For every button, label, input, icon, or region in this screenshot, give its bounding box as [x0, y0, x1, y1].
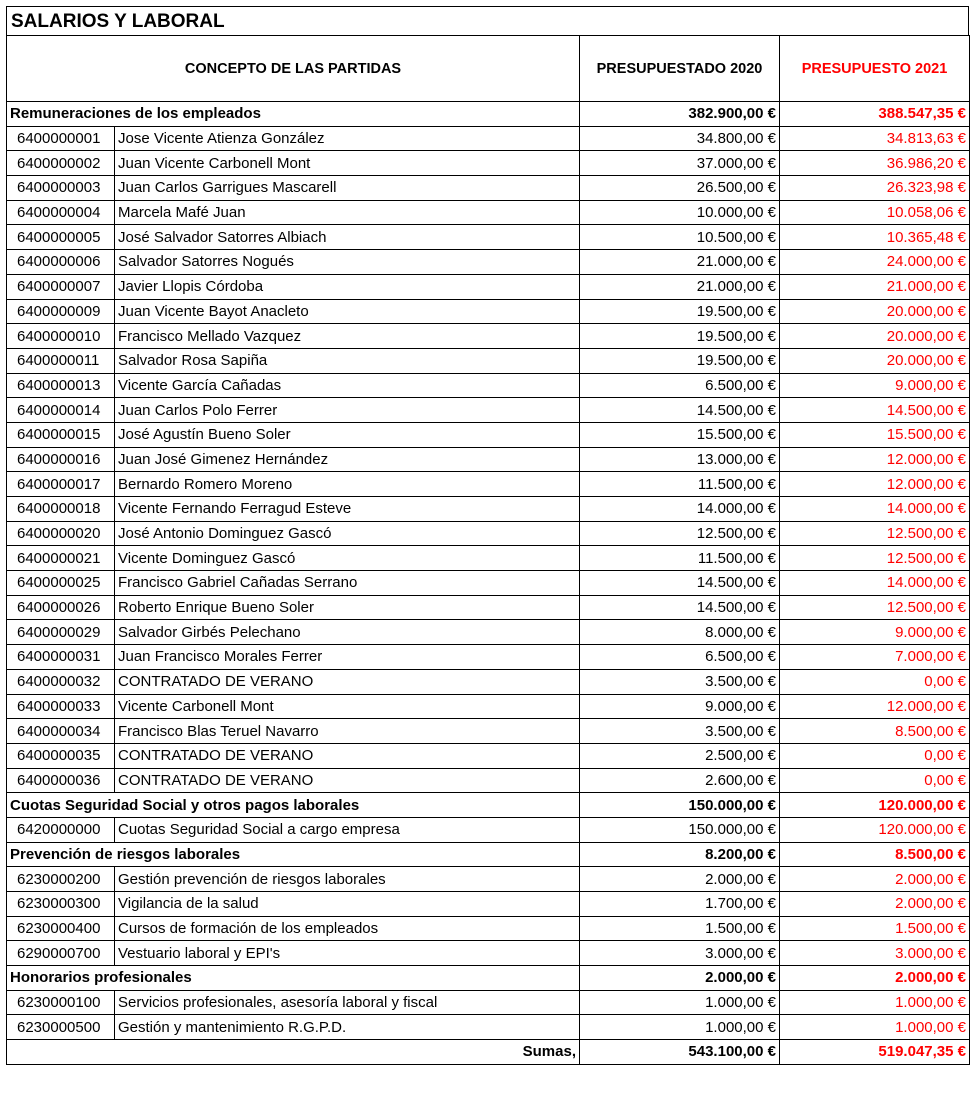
amount-2020: 13.000,00 €	[580, 447, 780, 472]
account-description: Salvador Satorres Nogués	[115, 250, 580, 275]
account-description: Juan Vicente Bayot Anacleto	[115, 299, 580, 324]
section-label: Honorarios profesionales	[7, 966, 580, 991]
account-code: 6400000004	[7, 200, 115, 225]
section-total-2020: 382.900,00 €	[580, 102, 780, 127]
table-row	[7, 546, 970, 571]
account-description: Salvador Girbés Pelechano	[115, 620, 580, 645]
account-description: José Antonio Dominguez Gascó	[115, 521, 580, 546]
account-code: 6400000029	[7, 620, 115, 645]
budget-table-body	[7, 36, 970, 1065]
account-code: 6400000010	[7, 324, 115, 349]
account-code: 6400000014	[7, 398, 115, 423]
table-row	[7, 941, 970, 966]
section-label: Prevención de riesgos laborales	[7, 842, 580, 867]
account-description: Vigilancia de la salud	[115, 892, 580, 917]
amount-2021: 0,00 €	[780, 669, 970, 694]
header-budget-2021: PRESUPUESTO 2021	[780, 36, 970, 102]
account-description: Vicente Carbonell Mont	[115, 694, 580, 719]
amount-2020: 10.500,00 €	[580, 225, 780, 250]
table-row	[7, 916, 970, 941]
section-label: Cuotas Seguridad Social y otros pagos laborales	[7, 793, 580, 818]
account-code: 6230000500	[7, 1015, 115, 1040]
amount-2021: 2.000,00 €	[780, 892, 970, 917]
amount-2020: 8.000,00 €	[580, 620, 780, 645]
amount-2021: 14.500,00 €	[780, 398, 970, 423]
section-total-2021: 2.000,00 €	[780, 966, 970, 991]
amount-2021: 7.000,00 €	[780, 645, 970, 670]
amount-2020: 3.500,00 €	[580, 719, 780, 744]
account-code: 6400000020	[7, 521, 115, 546]
amount-2020: 19.500,00 €	[580, 324, 780, 349]
account-description: Vicente García Cañadas	[115, 373, 580, 398]
budget-sheet	[6, 6, 969, 1065]
amount-2020: 34.800,00 €	[580, 126, 780, 151]
account-description: Vicente Fernando Ferragud Esteve	[115, 497, 580, 522]
amount-2020: 14.500,00 €	[580, 571, 780, 596]
amount-2020: 11.500,00 €	[580, 472, 780, 497]
table-row	[7, 299, 970, 324]
account-code: 6230000100	[7, 990, 115, 1015]
table-row	[7, 817, 970, 842]
account-code: 6400000002	[7, 151, 115, 176]
account-code: 6400000034	[7, 719, 115, 744]
amount-2021: 21.000,00 €	[780, 274, 970, 299]
amount-2021: 1.500,00 €	[780, 916, 970, 941]
account-code: 6400000013	[7, 373, 115, 398]
amount-2020: 9.000,00 €	[580, 694, 780, 719]
amount-2020: 14.500,00 €	[580, 595, 780, 620]
account-code: 6400000007	[7, 274, 115, 299]
amount-2021: 9.000,00 €	[780, 373, 970, 398]
table-row	[7, 867, 970, 892]
amount-2020: 3.000,00 €	[580, 941, 780, 966]
account-code: 6420000000	[7, 817, 115, 842]
amount-2020: 2.600,00 €	[580, 768, 780, 793]
table-row	[7, 200, 970, 225]
account-code: 6400000006	[7, 250, 115, 275]
section-total-2020: 8.200,00 €	[580, 842, 780, 867]
account-code: 6400000033	[7, 694, 115, 719]
account-description: Francisco Mellado Vazquez	[115, 324, 580, 349]
table-row	[7, 250, 970, 275]
amount-2021: 26.323,98 €	[780, 176, 970, 201]
section-row	[7, 842, 970, 867]
table-row	[7, 422, 970, 447]
table-row	[7, 892, 970, 917]
account-code: 6400000011	[7, 348, 115, 373]
amount-2020: 2.500,00 €	[580, 743, 780, 768]
header-concept: CONCEPTO DE LAS PARTIDAS	[7, 36, 580, 102]
section-total-2020: 150.000,00 €	[580, 793, 780, 818]
account-description: Cuotas Seguridad Social a cargo empresa	[115, 817, 580, 842]
account-description: Marcela Mafé Juan	[115, 200, 580, 225]
amount-2020: 12.500,00 €	[580, 521, 780, 546]
account-description: Servicios profesionales, asesoría laboral y fiscal	[115, 990, 580, 1015]
table-row	[7, 990, 970, 1015]
header-budget-2020: PRESUPUESTADO 2020	[580, 36, 780, 102]
table-row	[7, 151, 970, 176]
account-code: 6400000003	[7, 176, 115, 201]
section-row	[7, 966, 970, 991]
table-row	[7, 324, 970, 349]
amount-2020: 1.500,00 €	[580, 916, 780, 941]
account-code: 6230000400	[7, 916, 115, 941]
section-total-2021: 120.000,00 €	[780, 793, 970, 818]
totals-row	[7, 1040, 970, 1065]
account-description: CONTRATADO DE VERANO	[115, 743, 580, 768]
account-description: Bernardo Romero Moreno	[115, 472, 580, 497]
amount-2020: 21.000,00 €	[580, 250, 780, 275]
amount-2021: 12.500,00 €	[780, 521, 970, 546]
account-description: CONTRATADO DE VERANO	[115, 768, 580, 793]
account-description: José Agustín Bueno Soler	[115, 422, 580, 447]
account-code: 6400000017	[7, 472, 115, 497]
table-row	[7, 176, 970, 201]
amount-2021: 24.000,00 €	[780, 250, 970, 275]
amount-2021: 10.058,06 €	[780, 200, 970, 225]
account-code: 6400000026	[7, 595, 115, 620]
amount-2021: 12.500,00 €	[780, 546, 970, 571]
amount-2021: 36.986,20 €	[780, 151, 970, 176]
account-description: Cursos de formación de los empleados	[115, 916, 580, 941]
account-code: 6400000001	[7, 126, 115, 151]
amount-2020: 1.000,00 €	[580, 990, 780, 1015]
amount-2021: 12.500,00 €	[780, 595, 970, 620]
totals-label: Sumas,	[7, 1040, 580, 1065]
account-code: 6400000009	[7, 299, 115, 324]
table-row	[7, 645, 970, 670]
account-code: 6400000021	[7, 546, 115, 571]
table-row	[7, 398, 970, 423]
amount-2021: 12.000,00 €	[780, 472, 970, 497]
account-description: Francisco Blas Teruel Navarro	[115, 719, 580, 744]
amount-2021: 0,00 €	[780, 743, 970, 768]
account-code: 6230000300	[7, 892, 115, 917]
table-row	[7, 447, 970, 472]
amount-2020: 21.000,00 €	[580, 274, 780, 299]
table-row	[7, 274, 970, 299]
table-row	[7, 595, 970, 620]
amount-2021: 3.000,00 €	[780, 941, 970, 966]
amount-2020: 6.500,00 €	[580, 645, 780, 670]
table-row	[7, 348, 970, 373]
table-row	[7, 521, 970, 546]
section-total-2021: 8.500,00 €	[780, 842, 970, 867]
amount-2021: 2.000,00 €	[780, 867, 970, 892]
account-description: CONTRATADO DE VERANO	[115, 669, 580, 694]
account-description: Francisco Gabriel Cañadas Serrano	[115, 571, 580, 596]
amount-2020: 14.500,00 €	[580, 398, 780, 423]
account-code: 6400000032	[7, 669, 115, 694]
account-code: 6400000018	[7, 497, 115, 522]
table-row	[7, 225, 970, 250]
amount-2021: 20.000,00 €	[780, 299, 970, 324]
amount-2020: 14.000,00 €	[580, 497, 780, 522]
amount-2020: 6.500,00 €	[580, 373, 780, 398]
section-total-2020: 2.000,00 €	[580, 966, 780, 991]
account-description: Salvador Rosa Sapiña	[115, 348, 580, 373]
account-code: 6400000031	[7, 645, 115, 670]
amount-2021: 12.000,00 €	[780, 447, 970, 472]
amount-2020: 37.000,00 €	[580, 151, 780, 176]
header-row	[7, 36, 970, 102]
amount-2021: 1.000,00 €	[780, 1015, 970, 1040]
amount-2021: 20.000,00 €	[780, 348, 970, 373]
sheet-title: SALARIOS Y LABORAL	[6, 6, 969, 35]
account-description: Juan Carlos Garrigues Mascarell	[115, 176, 580, 201]
account-description: Juan Francisco Morales Ferrer	[115, 645, 580, 670]
amount-2021: 12.000,00 €	[780, 694, 970, 719]
account-description: Juan Carlos Polo Ferrer	[115, 398, 580, 423]
amount-2021: 120.000,00 €	[780, 817, 970, 842]
amount-2021: 10.365,48 €	[780, 225, 970, 250]
account-code: 6400000016	[7, 447, 115, 472]
account-code: 6400000036	[7, 768, 115, 793]
account-description: Vicente Dominguez Gascó	[115, 546, 580, 571]
amount-2021: 34.813,63 €	[780, 126, 970, 151]
amount-2021: 9.000,00 €	[780, 620, 970, 645]
account-code: 6400000015	[7, 422, 115, 447]
table-row	[7, 1015, 970, 1040]
table-row	[7, 472, 970, 497]
table-row	[7, 743, 970, 768]
amount-2020: 26.500,00 €	[580, 176, 780, 201]
account-code: 6400000035	[7, 743, 115, 768]
section-row	[7, 793, 970, 818]
account-description: Roberto Enrique Bueno Soler	[115, 595, 580, 620]
section-total-2021: 388.547,35 €	[780, 102, 970, 127]
section-row	[7, 102, 970, 127]
totals-2020: 543.100,00 €	[580, 1040, 780, 1065]
amount-2020: 15.500,00 €	[580, 422, 780, 447]
account-code: 6230000200	[7, 867, 115, 892]
amount-2021: 14.000,00 €	[780, 571, 970, 596]
amount-2020: 19.500,00 €	[580, 299, 780, 324]
account-description: Gestión y mantenimiento R.G.P.D.	[115, 1015, 580, 1040]
totals-2021: 519.047,35 €	[780, 1040, 970, 1065]
amount-2020: 10.000,00 €	[580, 200, 780, 225]
amount-2021: 14.000,00 €	[780, 497, 970, 522]
account-description: José Salvador Satorres Albiach	[115, 225, 580, 250]
table-row	[7, 373, 970, 398]
account-code: 6400000025	[7, 571, 115, 596]
budget-table	[6, 35, 970, 1065]
amount-2020: 1.700,00 €	[580, 892, 780, 917]
amount-2020: 3.500,00 €	[580, 669, 780, 694]
account-description: Vestuario laboral y EPI's	[115, 941, 580, 966]
amount-2020: 19.500,00 €	[580, 348, 780, 373]
account-description: Jose Vicente Atienza González	[115, 126, 580, 151]
account-code: 6400000005	[7, 225, 115, 250]
account-description: Gestión prevención de riesgos laborales	[115, 867, 580, 892]
amount-2020: 2.000,00 €	[580, 867, 780, 892]
amount-2020: 150.000,00 €	[580, 817, 780, 842]
table-row	[7, 719, 970, 744]
table-row	[7, 571, 970, 596]
amount-2021: 15.500,00 €	[780, 422, 970, 447]
account-code: 6290000700	[7, 941, 115, 966]
table-row	[7, 669, 970, 694]
account-description: Javier Llopis Córdoba	[115, 274, 580, 299]
amount-2020: 1.000,00 €	[580, 1015, 780, 1040]
section-label: Remuneraciones de los empleados	[7, 102, 580, 127]
table-row	[7, 620, 970, 645]
amount-2021: 8.500,00 €	[780, 719, 970, 744]
table-row	[7, 497, 970, 522]
amount-2021: 20.000,00 €	[780, 324, 970, 349]
account-description: Juan José Gimenez Hernández	[115, 447, 580, 472]
amount-2020: 11.500,00 €	[580, 546, 780, 571]
table-row	[7, 694, 970, 719]
amount-2021: 0,00 €	[780, 768, 970, 793]
table-row	[7, 768, 970, 793]
table-row	[7, 126, 970, 151]
account-description: Juan Vicente Carbonell Mont	[115, 151, 580, 176]
amount-2021: 1.000,00 €	[780, 990, 970, 1015]
